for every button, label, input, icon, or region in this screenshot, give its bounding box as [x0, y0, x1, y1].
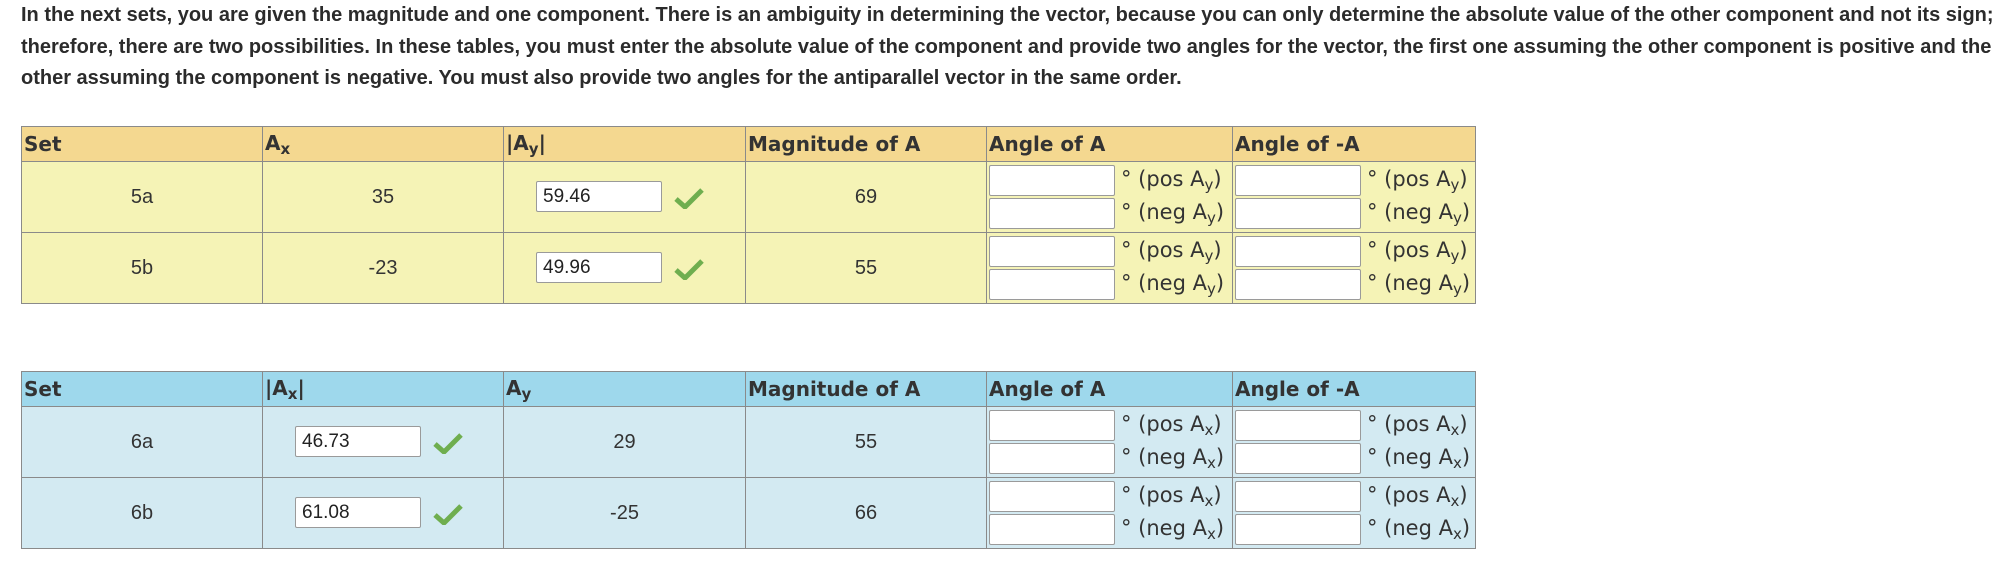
checkmark-icon — [674, 187, 704, 209]
table-header-row — [22, 127, 1476, 162]
magnitude-value: 55 — [746, 407, 987, 478]
angle-neg-label: ° (neg $A_y$) — [1367, 271, 1471, 298]
header-angle-neg-a: Angle of -A — [1233, 372, 1476, 407]
angle-neg-label: ° (neg $A_x$) — [1121, 445, 1225, 472]
header-set: Set — [22, 372, 263, 407]
header-abs-ax: $|A_x|$ — [263, 372, 504, 407]
angle-neg-a-pos-input[interactable] — [1235, 410, 1361, 441]
magnitude-value: 66 — [746, 478, 987, 549]
header-ax: $A_x$ — [263, 127, 504, 162]
header-magnitude: Magnitude of A — [746, 372, 987, 407]
magnitude-value: 55 — [746, 233, 987, 304]
abs-ax-input[interactable] — [295, 497, 421, 528]
header-ay: $A_y$ — [504, 372, 746, 407]
abs-ay-input[interactable] — [536, 181, 662, 212]
angle-pos-label: ° (pos $A_y$) — [1367, 167, 1468, 194]
angle-pos-label: ° (pos $A_x$) — [1121, 483, 1222, 510]
angle-a-pos-input[interactable] — [989, 165, 1115, 196]
table-row — [22, 162, 1476, 233]
set-label: 6b — [22, 478, 263, 549]
angle-pos-label: ° (pos $A_x$) — [1121, 412, 1222, 439]
angle-pos-label: ° (pos $A_y$) — [1121, 167, 1222, 194]
vector-table-set-5 — [21, 126, 1476, 304]
angle-neg-a-neg-input[interactable] — [1235, 443, 1361, 474]
set-label: 5b — [22, 233, 263, 304]
angle-pos-label: ° (pos $A_x$) — [1367, 483, 1468, 510]
abs-ay-input[interactable] — [536, 252, 662, 283]
angle-neg-label: ° (neg $A_x$) — [1121, 516, 1225, 543]
angle-pos-label: ° (pos $A_x$) — [1367, 412, 1468, 439]
header-angle-neg-a: Angle of -A — [1233, 127, 1476, 162]
table-row — [22, 478, 1476, 549]
angle-neg-label: ° (neg $A_x$) — [1367, 445, 1471, 472]
angle-neg-a-neg-input[interactable] — [1235, 514, 1361, 545]
ay-value: -25 — [504, 478, 746, 549]
ax-value: 35 — [263, 162, 504, 233]
angle-a-neg-input[interactable] — [989, 443, 1115, 474]
checkmark-icon — [433, 503, 463, 525]
angle-neg-a-pos-input[interactable] — [1235, 165, 1361, 196]
angle-a-neg-input[interactable] — [989, 198, 1115, 229]
set-label: 6a — [22, 407, 263, 478]
table-row — [22, 407, 1476, 478]
instructions-text: In the next sets, you are given the magnitude and one component. There is an ambiguity in determining the vector, because you can only determine the absolute value of the other component and not its sign; therefore, there are two possibilities. In these tables, you must enter the absolute value of the component and provide two angles for the vector, the first one assuming the other component is positive and the other assuming the component is negative. You must also provide two angles for the antiparallel vector in the same order. — [21, 4, 1994, 89]
angle-neg-a-neg-input[interactable] — [1235, 198, 1361, 229]
angle-a-neg-input[interactable] — [989, 269, 1115, 300]
angle-pos-label: ° (pos $A_y$) — [1367, 238, 1468, 265]
angle-neg-label: ° (neg $A_x$) — [1367, 516, 1471, 543]
angle-pos-label: ° (pos $A_y$) — [1121, 238, 1222, 265]
header-angle-a: Angle of A — [987, 372, 1233, 407]
vector-table-set-6 — [21, 371, 1476, 549]
angle-a-pos-input[interactable] — [989, 410, 1115, 441]
header-angle-a: Angle of A — [987, 127, 1233, 162]
ay-value: 29 — [504, 407, 746, 478]
angle-neg-a-pos-input[interactable] — [1235, 481, 1361, 512]
header-magnitude: Magnitude of A — [746, 127, 987, 162]
magnitude-value: 69 — [746, 162, 987, 233]
angle-a-pos-input[interactable] — [989, 236, 1115, 267]
angle-a-pos-input[interactable] — [989, 481, 1115, 512]
table-header-row — [22, 372, 1476, 407]
angle-neg-label: ° (neg $A_y$) — [1367, 200, 1471, 227]
table-row — [22, 233, 1476, 304]
abs-ax-input[interactable] — [295, 426, 421, 457]
header-abs-ay: $|A_y|$ — [504, 127, 746, 162]
set-label: 5a — [22, 162, 263, 233]
angle-a-neg-input[interactable] — [989, 514, 1115, 545]
header-set: Set — [22, 127, 263, 162]
angle-neg-a-neg-input[interactable] — [1235, 269, 1361, 300]
checkmark-icon — [674, 258, 704, 280]
angle-neg-label: ° (neg $A_y$) — [1121, 200, 1225, 227]
checkmark-icon — [433, 432, 463, 454]
ax-value: -23 — [263, 233, 504, 304]
angle-neg-a-pos-input[interactable] — [1235, 236, 1361, 267]
angle-neg-label: ° (neg $A_y$) — [1121, 271, 1225, 298]
